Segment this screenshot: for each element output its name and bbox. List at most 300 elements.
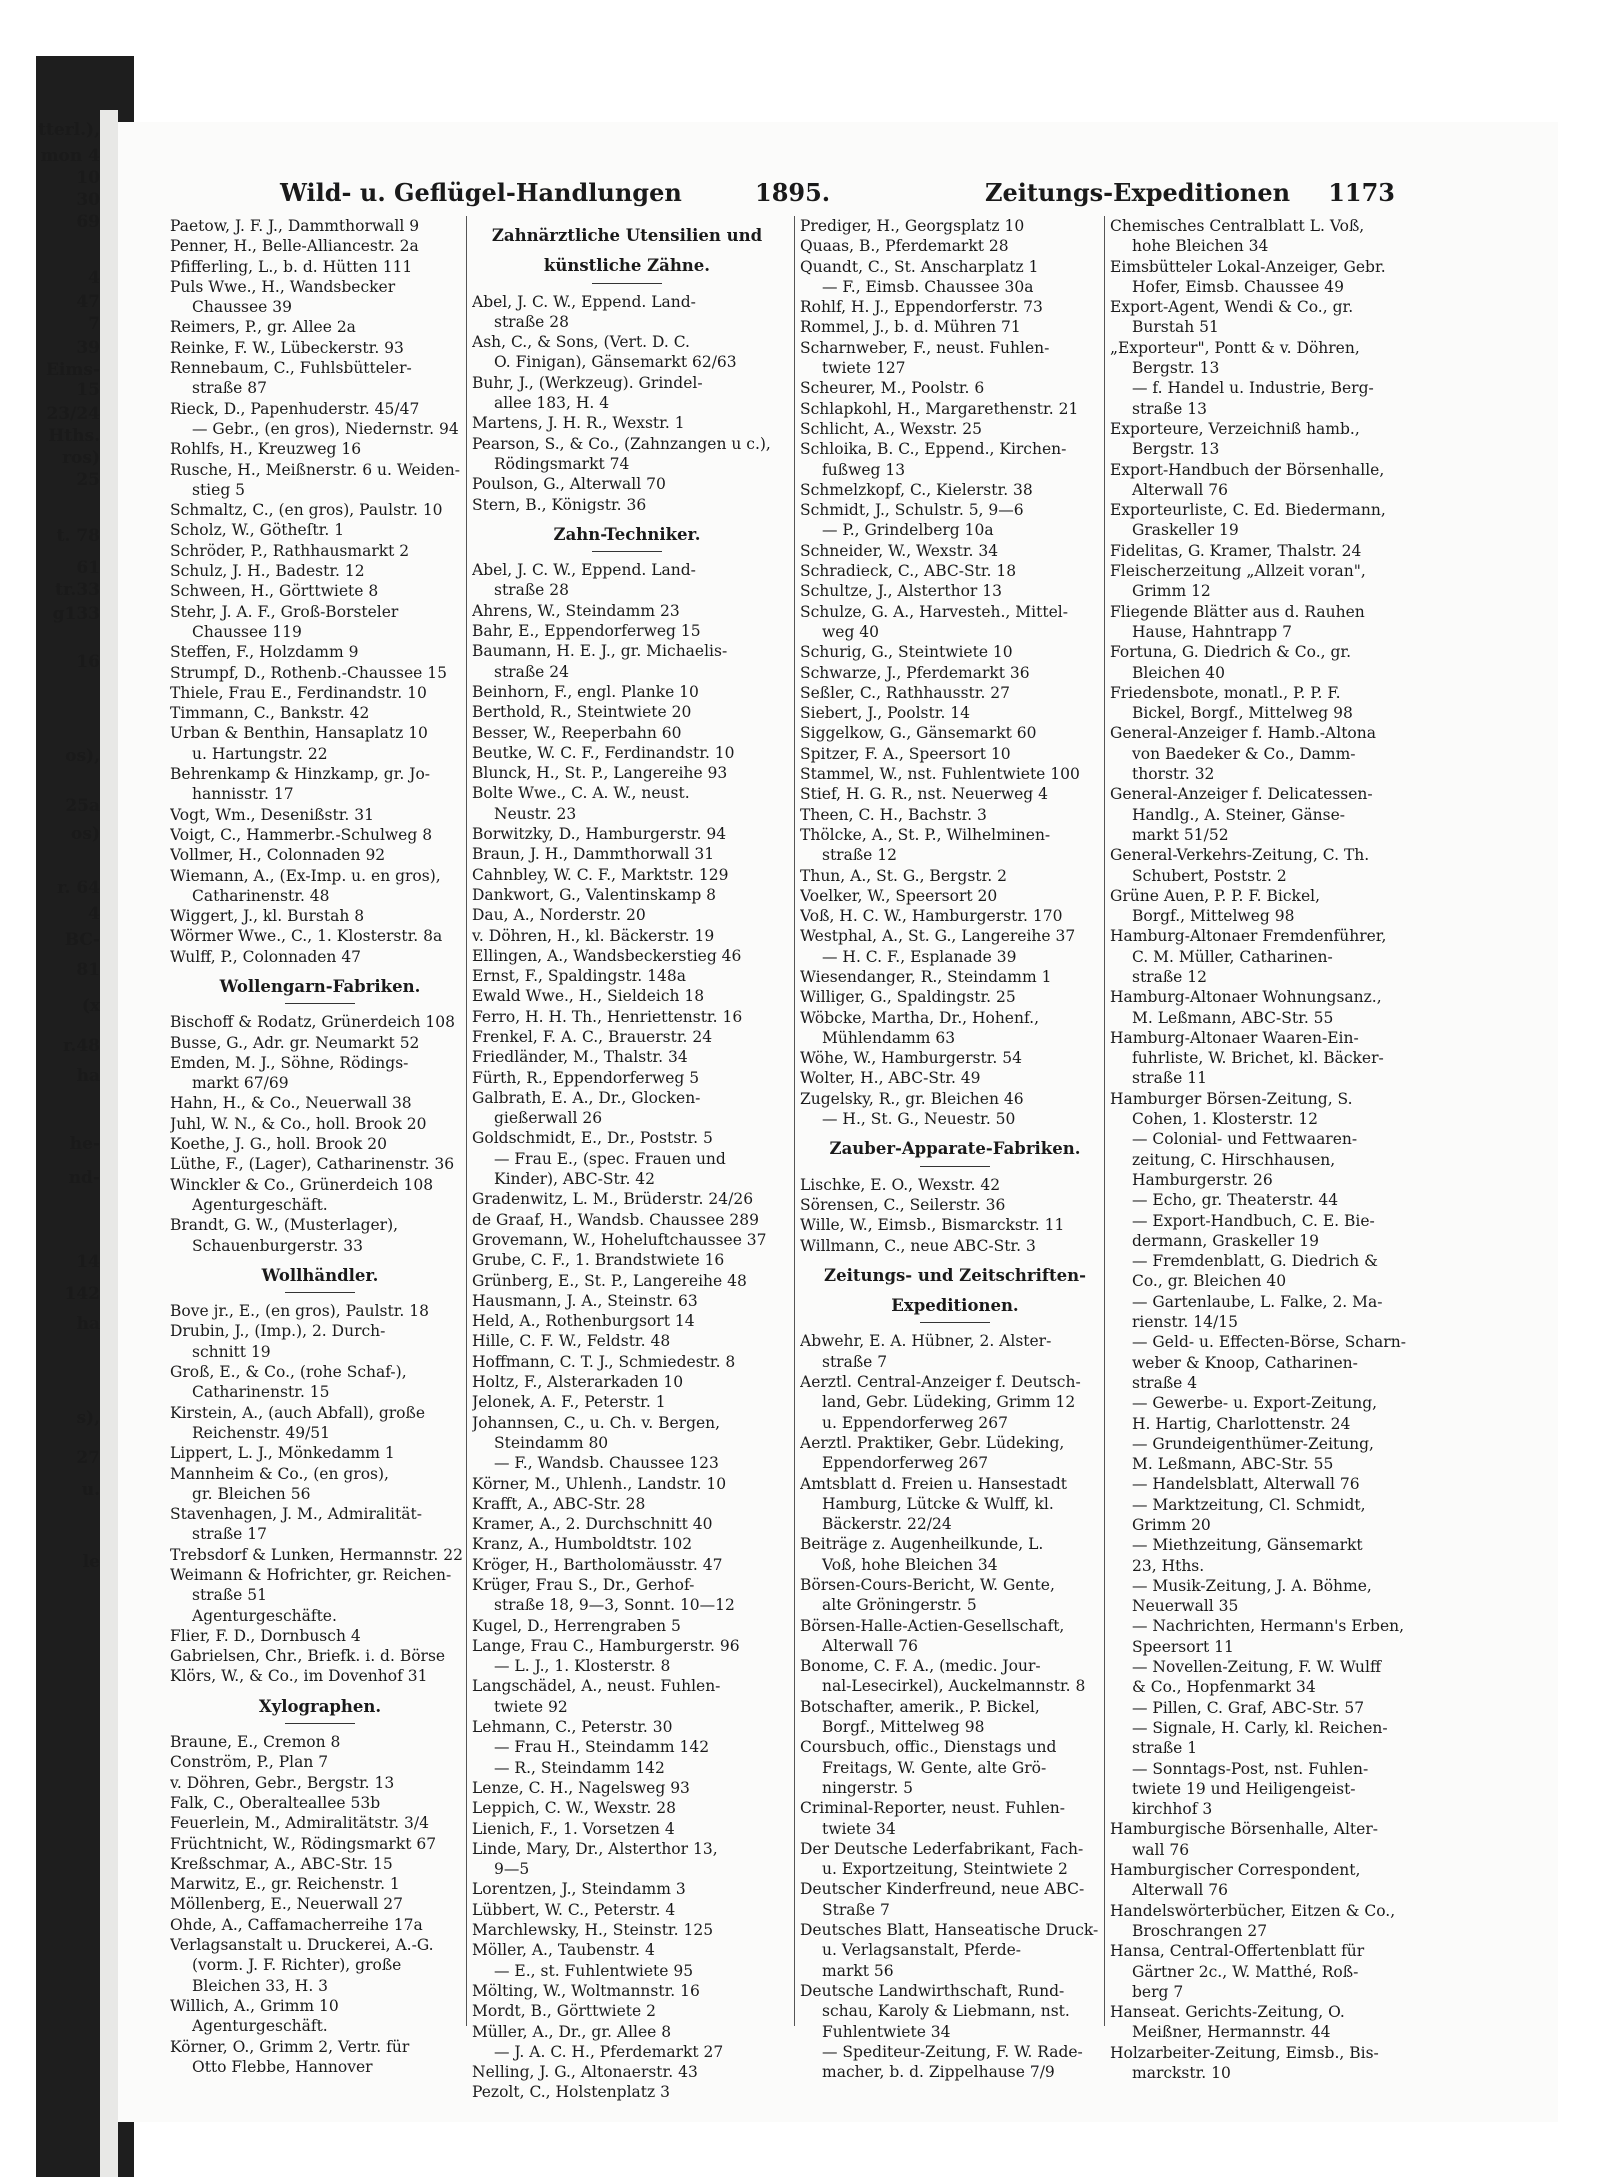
directory-entry: Kranz, A., Humboldtstr. 102	[472, 1535, 693, 1554]
directory-entry: Reinke, F. W., Lübeckerstr. 93	[170, 338, 404, 357]
directory-entry: Besser, W., Reeperbahn 60	[472, 723, 682, 742]
entry-continuation: M. Leßmann, ABC-Str. 55	[1132, 1008, 1334, 1027]
entry-continuation: fuhrliste, W. Brichet, kl. Bäcker-	[1132, 1049, 1384, 1068]
entry-continuation: Grimm 12	[1132, 582, 1211, 601]
directory-entry: Fürth, R., Eppendorferweg 5	[472, 1068, 700, 1087]
entry-continuation: Alterwall 76	[1132, 1881, 1229, 1900]
previous-page-fragment: 15	[76, 380, 100, 400]
entry-continuation: straße 28	[494, 581, 570, 600]
directory-entry: Lischke, E. O., Wexstr. 42	[800, 1175, 1001, 1194]
entry-continuation: Co., gr. Bleichen 40	[1132, 1272, 1287, 1291]
directory-entry: v. Döhren, Gebr., Bergstr. 13	[170, 1773, 395, 1792]
directory-entry: Grünberg, E., St. P., Langereihe 48	[472, 1271, 747, 1290]
entry-continuation: — J. A. C. H., Pferdemarkt 27	[494, 2042, 724, 2061]
directory-entry: Abwehr, E. A. Hübner, 2. Alster-	[800, 1332, 1052, 1351]
entry-continuation: Agenturgeschäfte.	[192, 1606, 337, 1625]
entry-continuation: Chaussee 119	[192, 622, 302, 641]
directory-entry: Wiesendanger, R., Steindamm 1	[800, 967, 1052, 986]
directory-entry: Pezolt, C., Holstenplatz 3	[472, 2083, 670, 2102]
directory-entry: Criminal-Reporter, neust. Fuhlen-	[800, 1799, 1066, 1818]
directory-entry: Ewald Wwe., H., Sieldeich 18	[472, 987, 705, 1006]
directory-entry: Jelonek, A. F., Peterstr. 1	[472, 1393, 666, 1412]
entry-continuation: gr. Bleichen 56	[192, 1484, 311, 1503]
section-heading: Zahn-Techniker.	[553, 524, 701, 544]
directory-entry: Urban & Benthin, Hansaplatz 10	[170, 724, 428, 743]
entry-continuation: Chaussee 39	[192, 298, 292, 317]
directory-entry: Hamburg-Altonaer Fremdenführer,	[1110, 927, 1387, 946]
directory-entry: Deutsche Landwirthschaft, Rund-	[800, 1981, 1065, 2000]
entry-continuation: M. Leßmann, ABC-Str. 55	[1132, 1455, 1334, 1474]
entry-continuation: Cohen, 1. Klosterstr. 12	[1132, 1110, 1318, 1129]
directory-entry: Bischoff & Rodatz, Grünerdeich 108	[170, 1013, 455, 1032]
directory-entry: Leppich, C. W., Wexstr. 28	[472, 1799, 676, 1818]
directory-entry: Lehmann, C., Peterstr. 30	[472, 1718, 673, 1737]
previous-page-fragment: 10	[76, 168, 100, 188]
directory-entry: Lienich, F., 1. Vorsetzen 4	[472, 1819, 675, 1838]
previous-page-fragment: nd-	[68, 1168, 100, 1188]
entry-continuation: Steindamm 80	[494, 1433, 609, 1452]
entry-continuation: stieg 5	[192, 480, 246, 499]
directory-entry: Stavenhagen, J. M., Admiralität-	[170, 1505, 422, 1524]
entry-continuation: Hofer, Eimsb. Chaussee 49	[1132, 277, 1344, 296]
directory-entry: Schmaltz, C., (en gros), Paulstr. 10	[170, 501, 443, 520]
entry-continuation: straße 12	[822, 846, 898, 865]
directory-entry: Vogt, Wm., Desenißstr. 31	[170, 805, 375, 824]
directory-entry: Hamburg-Altonaer Wohnungsanz.,	[1110, 988, 1382, 1007]
directory-entry: Berthold, R., Steintwiete 20	[472, 703, 692, 722]
entry-continuation: Burstah 51	[1132, 318, 1219, 337]
previous-page-fragment: 81	[76, 960, 100, 980]
directory-entry: Thölcke, A., St. P., Wilhelminen-	[800, 825, 1051, 844]
entry-continuation: — H. C. F., Esplanade 39	[822, 947, 1017, 966]
entry-continuation: — Gebr., (en gros), Niedernstr. 94	[192, 419, 459, 438]
directory-entry: Kröger, H., Bartholomäusstr. 47	[472, 1555, 723, 1574]
directory-entry: Lübbert, W. C., Peterstr. 4	[472, 1900, 676, 1919]
directory-entry: Thun, A., St. G., Bergstr. 2	[800, 866, 1007, 885]
directory-entry: Müller, A., Dr., gr. Allee 8	[472, 2022, 672, 2041]
directory-entry: Theen, C. H., Bachstr. 3	[800, 805, 987, 824]
directory-entry: Winckler & Co., Grünerdeich 108	[170, 1175, 434, 1194]
entry-continuation: — F., Wandsb. Chaussee 123	[494, 1454, 719, 1473]
directory-entry: Emden, M. J., Söhne, Rödings-	[170, 1053, 409, 1072]
section-heading: Xylographen.	[258, 1696, 382, 1716]
directory-entry: Kreßschmar, A., ABC-Str. 15	[170, 1854, 393, 1873]
directory-entry: Lippert, L. J., Mönkedamm 1	[170, 1444, 395, 1463]
directory-entry: Deutsches Blatt, Hanseatische Druck-	[800, 1921, 1099, 1940]
section-heading: Wollhändler.	[261, 1265, 379, 1285]
entry-continuation: Bergstr. 13	[1132, 440, 1220, 459]
entry-continuation: 9—5	[494, 1860, 530, 1879]
entry-continuation: weber & Knoop, Catharinen-	[1132, 1353, 1358, 1372]
directory-entry: Juhl, W. N., & Co., holl. Brook 20	[170, 1114, 427, 1133]
previous-page-fragment: 142	[64, 1284, 100, 1304]
section-rule	[592, 283, 662, 284]
section-heading: Expeditionen.	[891, 1296, 1019, 1316]
directory-entry: Krüger, Frau S., Dr., Gerhof-	[472, 1576, 695, 1594]
entry-continuation: O. Finigan), Gänsemarkt 62/63	[494, 353, 737, 372]
directory-entry: Verlagsanstalt u. Druckerei, A.-G.	[170, 1936, 434, 1955]
entry-continuation: 23, Hths.	[1132, 1556, 1205, 1575]
directory-entry: Busse, G., Adr. gr. Neumarkt 52	[170, 1033, 420, 1052]
entry-continuation: — Handelsblatt, Alterwall 76	[1132, 1475, 1360, 1494]
entry-continuation: Grimm 20	[1132, 1516, 1211, 1534]
directory-entry: Hamburger Börsen-Zeitung, S.	[1110, 1089, 1353, 1108]
directory-entry: Sörensen, C., Seilerstr. 36	[800, 1195, 1006, 1214]
entry-continuation: land, Gebr. Lüdeking, Grimm 12	[822, 1393, 1076, 1412]
entry-continuation: — Sonntags-Post, nst. Fuhlen-	[1132, 1759, 1369, 1778]
directory-entry: Ahrens, W., Steindamm 23	[472, 601, 680, 620]
entry-continuation: Bäckerstr. 22/24	[822, 1515, 952, 1534]
directory-entry: Holzarbeiter-Zeitung, Eimsb., Bis-	[1110, 2043, 1379, 2062]
directory-entry: Reimers, P., gr. Allee 2a	[170, 318, 356, 337]
directory-entry: Wörmer Wwe., C., 1. Klosterstr. 8a	[170, 927, 443, 946]
directory-entry: Hansa, Central-Offertenblatt für	[1110, 1942, 1365, 1961]
section-heading: Wollengarn-Fabriken.	[219, 976, 421, 996]
directory-entry: Schmidt, J., Schulstr. 5, 9—6	[800, 501, 1024, 520]
directory-entry: Chemisches Centralblatt L. Voß,	[1110, 217, 1365, 235]
entry-continuation: straße 87	[192, 379, 268, 398]
directory-entry: Mordt, B., Görttwiete 2	[472, 2002, 656, 2021]
directory-entry: Quaas, B., Pferdemarkt 28	[800, 237, 1009, 256]
entry-continuation: Fuhlentwiete 34	[822, 2022, 951, 2041]
directory-entry: Strumpf, D., Rothenb.-Chaussee 15	[170, 663, 447, 682]
directory-entry: Schmelzkopf, C., Kielerstr. 38	[800, 480, 1033, 499]
directory-entry: Puls Wwe., H., Wandsbecker	[170, 277, 396, 296]
directory-entry: Baumann, H. E. J., gr. Michaelis-	[472, 642, 728, 661]
entry-continuation: kirchhof 3	[1132, 1800, 1213, 1819]
entry-continuation: Speersort 11	[1132, 1637, 1234, 1656]
previous-page-fragment: 16	[76, 652, 100, 672]
directory-entry: Ernst, F., Spaldingstr. 148a	[472, 967, 686, 986]
directory-entry: Wöhe, W., Hamburgerstr. 54	[800, 1049, 1022, 1068]
previous-page-fragment: 47	[76, 292, 100, 312]
entry-continuation: markt 56	[822, 1961, 894, 1980]
directory-entry: Fleischerzeitung „Allzeit voran",	[1110, 562, 1366, 581]
directory-entry: Falk, C., Oberalteallee 53b	[170, 1793, 381, 1812]
directory-entry: Schween, H., Görttwiete 8	[170, 582, 379, 601]
directory-entry: Schröder, P., Rathhausmarkt 2	[170, 541, 410, 560]
directory-entry: Wille, W., Eimsb., Bismarckstr. 11	[800, 1216, 1065, 1235]
directory-entry: Fidelitas, G. Kramer, Thalstr. 24	[1110, 541, 1362, 560]
directory-entry: Braune, E., Cremon 8	[170, 1733, 341, 1752]
directory-entry: General-Anzeiger f. Delicatessen-	[1110, 785, 1373, 804]
entry-continuation: twiete 127	[822, 359, 906, 378]
directory-entry: Früchtnicht, W., Rödingsmarkt 67	[170, 1834, 437, 1853]
entry-continuation: Alterwall 76	[1132, 480, 1229, 499]
previous-page-fragment: 25	[76, 470, 100, 490]
directory-entry: Coursbuch, offic., Dienstags und	[800, 1738, 1057, 1757]
directory-entry: Ohde, A., Caffamacherreihe 17a	[170, 1915, 423, 1934]
directory-entry: Klörs, W., & Co., im Dovenhof 31	[170, 1667, 428, 1686]
previous-page-fragment: s),	[76, 1408, 100, 1428]
directory-entry: Abel, J. C. W., Eppend. Land-	[472, 292, 696, 311]
directory-entry: Lange, Frau C., Hamburgerstr. 96	[472, 1636, 740, 1655]
entry-continuation: Hamburgerstr. 26	[1132, 1170, 1273, 1189]
entry-continuation: Agenturgeschäft.	[192, 2017, 328, 2036]
directory-entry: Grüne Auen, P. P. F. Bickel,	[1110, 886, 1320, 905]
directory-entry: Prediger, H., Georgsplatz 10	[800, 217, 1025, 235]
directory-entry: Körner, O., Grimm 2, Vertr. für	[170, 2037, 410, 2056]
directory-entry: Marwitz, E., gr. Reichenstr. 1	[170, 1875, 400, 1894]
directory-entry: Brandt, G. W., (Musterlager),	[170, 1216, 399, 1235]
directory-entry: Spitzer, F. A., Speersort 10	[800, 744, 1011, 763]
previous-page-fragment: 7	[88, 314, 100, 334]
directory-entry: Hahn, H., & Co., Neuerwall 38	[170, 1094, 412, 1113]
directory-entry: Börsen-Cours-Bericht, W. Gente,	[800, 1576, 1055, 1594]
directory-entry: Kugel, D., Herrengraben 5	[472, 1616, 681, 1635]
section-heading: künstliche Zähne.	[543, 256, 711, 276]
entry-continuation: — Grundeigenthümer-Zeitung,	[1132, 1434, 1374, 1453]
entry-continuation: Hause, Hahntrapp 7	[1132, 622, 1292, 641]
entry-continuation: alte Gröningerstr. 5	[822, 1596, 977, 1615]
section-rule	[285, 1723, 355, 1724]
entry-continuation: — Geld- u. Effecten-Börse, Scharn-	[1132, 1333, 1406, 1352]
entry-continuation: Agenturgeschäft.	[192, 1195, 328, 1214]
previous-page-fragment: tr.33	[55, 580, 100, 600]
directory-entry: Rusche, H., Meißnerstr. 6 u. Weiden-	[170, 460, 460, 479]
entry-continuation: gießerwall 26	[494, 1109, 603, 1128]
entry-continuation: — F., Eimsb. Chaussee 30a	[822, 277, 1034, 296]
entry-continuation: markt 67/69	[192, 1074, 289, 1093]
directory-entry: Drubin, J., (Imp.), 2. Durch-	[170, 1322, 386, 1341]
directory-entry: Stehr, J. A. F., Groß-Borsteler	[170, 602, 399, 621]
section-heading: Zeitungs- und Zeitschriften-	[824, 1265, 1086, 1285]
directory-entry: Held, A., Rothenburgsort 14	[472, 1312, 695, 1331]
directory-entry: Siggelkow, G., Gänsemarkt 60	[800, 724, 1037, 743]
entry-continuation: Bleichen 40	[1132, 663, 1225, 682]
entry-continuation: twiete 19 und Heiligengeist-	[1132, 1779, 1356, 1798]
directory-entry: Seßler, C., Rathhausstr. 27	[800, 683, 1011, 702]
directory-entry: Schradieck, C., ABC-Str. 18	[800, 562, 1017, 581]
directory-entry: Export-Handbuch der Börsenhalle,	[1110, 460, 1385, 479]
directory-entry: Johannsen, C., u. Ch. v. Bergen,	[472, 1413, 721, 1432]
entry-continuation: weg 40	[822, 622, 880, 641]
previous-page-fragment: (x	[81, 996, 100, 1016]
entry-continuation: Borgf., Mittelweg 98	[1132, 907, 1295, 926]
directory-entry: Koethe, J. G., holl. Brook 20	[170, 1135, 387, 1154]
previous-page-fragment: u.	[81, 1480, 100, 1500]
directory-entry: Pearson, S., & Co., (Zahnzangen u c.),	[472, 434, 771, 453]
directory-entry: Beutke, W. C. F., Ferdinandstr. 10	[472, 743, 735, 762]
previous-page-fragment: os),	[65, 746, 100, 766]
entry-continuation: Gärtner 2c., W. Matthé, Roß-	[1132, 1962, 1359, 1981]
column-1	[170, 216, 470, 2077]
directory-entry: Paetow, J. F. J., Dammthorwall 9	[170, 217, 420, 235]
directory-entry: Bolte Wwe., C. A. W., neust.	[472, 784, 690, 803]
page-gutter	[100, 110, 118, 2177]
directory-entry: Galbrath, E. A., Dr., Glocken-	[472, 1088, 701, 1107]
entry-continuation: hannisstr. 17	[192, 785, 294, 804]
directory-entry: Zugelsky, R., gr. Bleichen 46	[800, 1089, 1024, 1108]
directory-entry: Conström, P., Plan 7	[170, 1753, 329, 1772]
entry-continuation: straße 18, 9—3, Sonnt. 10—12	[494, 1596, 735, 1615]
section-rule	[285, 1003, 355, 1004]
directory-entry: Schulze, G. A., Harvesteh., Mittel-	[800, 602, 1068, 621]
entry-continuation: — Export-Handbuch, C. E. Bie-	[1132, 1211, 1375, 1230]
directory-entry: Gabrielsen, Chr., Briefk. i. d. Börse	[170, 1647, 446, 1666]
entry-continuation: — Gewerbe- u. Export-Zeitung,	[1132, 1394, 1378, 1413]
entry-continuation: Catharinenstr. 15	[192, 1383, 330, 1402]
entry-continuation: macher, b. d. Zippelhause 7/9	[822, 2063, 1055, 2082]
directory-entry: Schloika, B. C., Eppend., Kirchen-	[800, 440, 1067, 459]
directory-entry: Wöbcke, Martha, Dr., Hohenf.,	[800, 1008, 1040, 1027]
directory-entry: Rieck, D., Papenhuderstr. 45/47	[170, 399, 420, 418]
directory-entry: Grovemann, W., Hoheluftchaussee 37	[472, 1230, 767, 1249]
entry-continuation: marckstr. 10	[1132, 2064, 1231, 2083]
entry-continuation: straße 13	[1132, 399, 1208, 418]
previous-page-fragment: r. 64	[57, 878, 100, 898]
directory-entry: Behrenkamp & Hinzkamp, gr. Jo-	[170, 765, 431, 784]
previous-page-fragment: 25a	[65, 796, 100, 816]
entry-continuation: hohe Bleichen 34	[1132, 237, 1269, 256]
directory-entry: Willmann, C., neue ABC-Str. 3	[800, 1236, 1036, 1255]
previous-page-fragment: ha	[76, 1066, 100, 1086]
section-rule	[592, 551, 662, 552]
directory-entry: Wiggert, J., kl. Burstah 8	[170, 907, 365, 926]
directory-entry: Voigt, C., Hammerbr.-Schulweg 8	[170, 825, 433, 844]
entry-continuation: berg 7	[1132, 1982, 1184, 2001]
column-divider	[794, 216, 795, 2026]
directory-entry: Mannheim & Co., (en gros),	[170, 1464, 389, 1483]
directory-entry: Buhr, J., (Werkzeug). Grindel-	[472, 373, 703, 392]
previous-page-fragment: 4	[88, 268, 100, 288]
entry-continuation: dermann, Graskeller 19	[1132, 1231, 1319, 1250]
entry-continuation: straße 7	[822, 1352, 888, 1371]
entry-continuation: straße 4	[1132, 1373, 1198, 1392]
previous-page-fragment: os)	[71, 824, 100, 844]
directory-entry: Botschafter, amerik., P. Bickel,	[800, 1697, 1040, 1716]
directory-entry: Feuerlein, M., Admiralitätstr. 3/4	[170, 1814, 429, 1833]
previous-page-fragment: Eims-	[45, 360, 100, 380]
entry-continuation: u. Exportzeitung, Steintwiete 2	[822, 1860, 1068, 1879]
directory-entry: Schlapkohl, H., Margarethenstr. 21	[800, 399, 1079, 418]
previous-page-fragment: t. 78	[56, 526, 100, 546]
directory-entry: Hoffmann, C. T. J., Schmiedestr. 8	[472, 1352, 736, 1371]
directory-entry: Penner, H., Belle-Alliancestr. 2a	[170, 237, 419, 256]
directory-entry: de Graaf, H., Wandsb. Chaussee 289	[472, 1210, 759, 1229]
entry-continuation: — Echo, gr. Theaterstr. 44	[1132, 1191, 1339, 1210]
column-2	[472, 216, 782, 2103]
directory-entry: „Exporteur", Pontt & v. Döhren,	[1110, 338, 1360, 357]
header-left-title: Wild- u. Geflügel-Handlungen	[280, 178, 682, 207]
directory-entry: Stern, B., Königstr. 36	[472, 495, 647, 514]
directory-entry: Stammel, W., nst. Fuhlentwiete 100	[800, 765, 1080, 784]
entry-continuation: allee 183, H. 4	[494, 394, 610, 413]
entry-continuation: rienstr. 14/15	[1132, 1313, 1238, 1332]
directory-entry: Gradenwitz, L. M., Brüderstr. 24/26	[472, 1190, 754, 1209]
directory-entry: Rohlf, H. J., Eppendorferstr. 73	[800, 298, 1043, 317]
previous-page-edge	[0, 56, 100, 2177]
directory-entry: Lorentzen, J., Steindamm 3	[472, 1880, 686, 1899]
previous-page-fragment: ros)	[62, 448, 100, 468]
entry-continuation: straße 28	[494, 312, 570, 331]
previous-page-fragment: r.48	[63, 1036, 100, 1056]
directory-entry: Westphal, A., St. G., Langereihe 37	[800, 927, 1076, 946]
directory-entry: Möllenberg, E., Neuerwall 27	[170, 1895, 404, 1914]
previous-page-fragment: 69	[76, 212, 100, 232]
entry-continuation: straße 51	[192, 1586, 268, 1605]
directory-entry: Nelling, J. G., Altonaerstr. 43	[472, 2063, 698, 2082]
entry-continuation: schau, Karoly & Liebmann, nst.	[822, 2002, 1070, 2021]
directory-entry: v. Döhren, H., kl. Bäckerstr. 19	[472, 926, 715, 945]
directory-entry: Stief, H. G. R., nst. Neuerweg 4	[800, 785, 1048, 804]
directory-entry: Bove jr., E., (en gros), Paulstr. 18	[170, 1302, 429, 1321]
directory-entry: Beinhorn, F., engl. Planke 10	[472, 682, 699, 701]
directory-entry: Linde, Mary, Dr., Alsterthor 13,	[472, 1839, 718, 1858]
directory-entry: Voelker, W., Speersort 20	[800, 886, 998, 905]
directory-entry: Amtsblatt d. Freien u. Hansestadt	[800, 1474, 1068, 1493]
entry-continuation: — P., Grindelberg 10a	[822, 521, 994, 540]
entry-continuation: H. Hartig, Charlottenstr. 24	[1132, 1414, 1351, 1433]
entry-continuation: — Frau H., Steindamm 142	[494, 1738, 710, 1757]
entry-continuation: Bergstr. 13	[1132, 359, 1220, 378]
entry-continuation: — H., St. G., Neuestr. 50	[822, 1110, 1016, 1129]
directory-entry: Kirstein, A., (auch Abfall), große	[170, 1403, 426, 1422]
previous-page-fragment: Hths.	[48, 426, 100, 446]
directory-entry: Ferro, H. H. Th., Henriettenstr. 16	[472, 1007, 743, 1026]
directory-entry: Flier, F. D., Dornbusch 4	[170, 1626, 361, 1645]
entry-continuation: — E., st. Fuhlentwiete 95	[494, 1961, 694, 1980]
entry-continuation: Neuerwall 35	[1132, 1597, 1239, 1616]
directory-entry: Bahr, E., Eppendorferweg 15	[472, 622, 701, 641]
entry-continuation: Neustr. 23	[494, 804, 577, 823]
entry-continuation: fußweg 13	[822, 460, 906, 479]
directory-entry: Ash, C., & Sons, (Vert. D. C.	[472, 333, 690, 352]
directory-entry: Hanseat. Gerichts-Zeitung, O.	[1110, 2003, 1345, 2022]
entry-continuation: — Frau E., (spec. Frauen und	[494, 1149, 726, 1168]
directory-entry: Braun, J. H., Dammthorwall 31	[472, 845, 715, 864]
directory-entry: Blunck, H., St. P., Langereihe 93	[472, 764, 728, 783]
directory-entry: Timmann, C., Bankstr. 42	[170, 704, 370, 723]
section-rule	[285, 1292, 355, 1293]
column-divider	[1104, 216, 1105, 2026]
directory-entry: Wolter, H., ABC-Str. 49	[800, 1069, 981, 1088]
directory-entry: Poulson, G., Alterwall 70	[472, 475, 666, 494]
directory-entry: Voß, H. C. W., Hamburgerstr. 170	[800, 907, 1063, 926]
directory-entry: Hille, C. F. W., Feldstr. 48	[472, 1332, 671, 1351]
entry-continuation: Freitags, W. Gente, alte Grö-	[822, 1758, 1047, 1777]
directory-entry: Export-Agent, Wendi & Co., gr.	[1110, 298, 1354, 317]
directory-entry: Mölting, W., Woltmannstr. 16	[472, 1981, 700, 2000]
directory-entry: Kramer, A., 2. Durchschnitt 40	[472, 1515, 713, 1534]
section-rule	[920, 1166, 990, 1167]
entry-continuation: Borgf., Mittelweg 98	[822, 1718, 985, 1737]
entry-continuation: — Signale, H. Carly, kl. Reichen-	[1132, 1718, 1388, 1737]
entry-continuation: ningerstr. 5	[822, 1778, 914, 1797]
directory-entry: Körner, M., Uhlenh., Landstr. 10	[472, 1474, 727, 1493]
directory-entry: Trebsdorf & Lunken, Hermannstr. 22	[170, 1545, 463, 1564]
entry-continuation: — R., Steindamm 142	[494, 1758, 665, 1777]
directory-entry: Deutscher Kinderfreund, neue ABC-	[800, 1880, 1085, 1899]
directory-entry: Exporteure, Verzeichniß hamb.,	[1110, 419, 1360, 438]
directory-entry: Abel, J. C. W., Eppend. Land-	[472, 561, 696, 580]
entry-continuation: Schubert, Poststr. 2	[1132, 866, 1287, 885]
previous-page-fragment: le	[82, 1552, 100, 1572]
directory-entry: Fortuna, G. Diedrich & Co., gr.	[1110, 643, 1352, 662]
directory-entry: Cahnbley, W. C. F., Marktstr. 129	[472, 865, 729, 884]
directory-entry: Friedensbote, monatl., P. P. F.	[1110, 683, 1341, 702]
directory-entry: Schurig, G., Steintwiete 10	[800, 643, 1013, 662]
entry-continuation: schnitt 19	[192, 1342, 271, 1361]
directory-entry: Steffen, F., Holzdamm 9	[170, 643, 359, 662]
previous-page-fragment: tterl.),	[38, 120, 100, 140]
previous-page-fragment: 4	[88, 904, 100, 924]
directory-entry: Martens, J. H. R., Wexstr. 1	[472, 414, 685, 433]
previous-page-fragment: BC-	[64, 930, 100, 950]
page-number: 1173	[1328, 178, 1395, 207]
directory-entry: Wiemann, A., (Ex-Imp. u. en gros),	[170, 866, 441, 885]
entry-continuation: Bickel, Borgf., Mittelweg 98	[1132, 704, 1353, 723]
